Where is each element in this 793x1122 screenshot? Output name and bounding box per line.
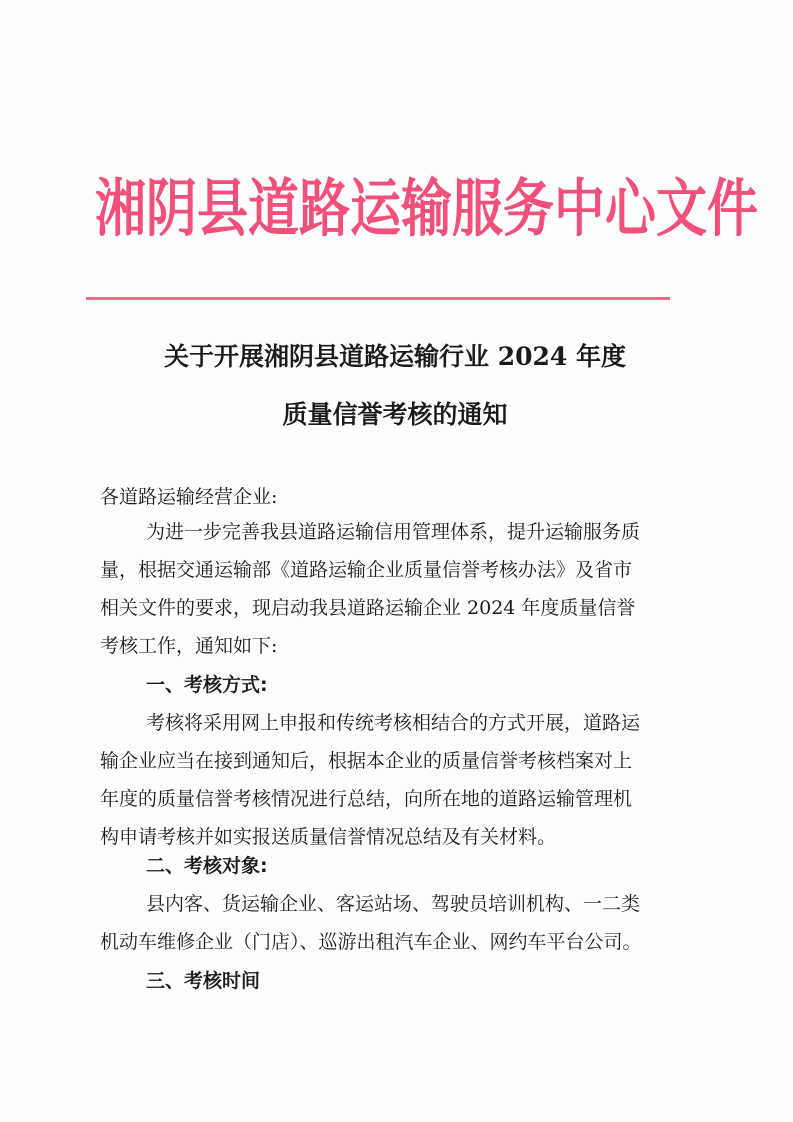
document-title-line-1: 关于开展湘阴县道路运输行业 2024 年度 <box>164 342 626 371</box>
intro-line-3: 相关文件的要求，现启动我县道路运输企业 2024 年度质量信誉 <box>100 597 636 619</box>
section-1-line-4: 构申请考核并如实报送质量信誉情况总结及有关材料。 <box>100 826 557 848</box>
document-title-line-2: 质量信誉考核的通知 <box>282 400 508 429</box>
intro-line-4: 考核工作，通知如下: <box>100 635 278 657</box>
salutation: 各道路运输经营企业: <box>100 486 278 508</box>
intro-line-2: 量，根据交通运输部《道路运输企业质量信誉考核办法》及省市 <box>100 559 633 581</box>
section-2-heading: 二、考核对象: <box>146 855 268 877</box>
intro-line-1: 为进一步完善我县道路运输信用管理体系，提升运输服务质 <box>146 521 641 543</box>
letterhead-title: 湘阴县道路运输服务中心文件 <box>95 174 759 247</box>
section-1-heading: 一、考核方式: <box>146 674 268 696</box>
section-2-line-2: 机动车维修企业（门店）、巡游出租汽车企业、网约车平台公司。 <box>100 931 642 953</box>
section-1-line-2: 输企业应当在接到通知后，根据本企业的质量信誉考核档案对上 <box>100 750 633 772</box>
section-1-line-3: 年度的质量信誉考核情况进行总结，向所在地的道路运输管理机 <box>100 788 633 810</box>
section-1-line-1: 考核将采用网上申报和传统考核相结合的方式开展，道路运 <box>146 712 641 734</box>
red-divider-line <box>86 297 670 300</box>
section-2-line-1: 县内客、货运输企业、客运站场、驾驶员培训机构、一二类 <box>146 893 641 915</box>
section-3-heading: 三、考核时间 <box>146 970 261 992</box>
